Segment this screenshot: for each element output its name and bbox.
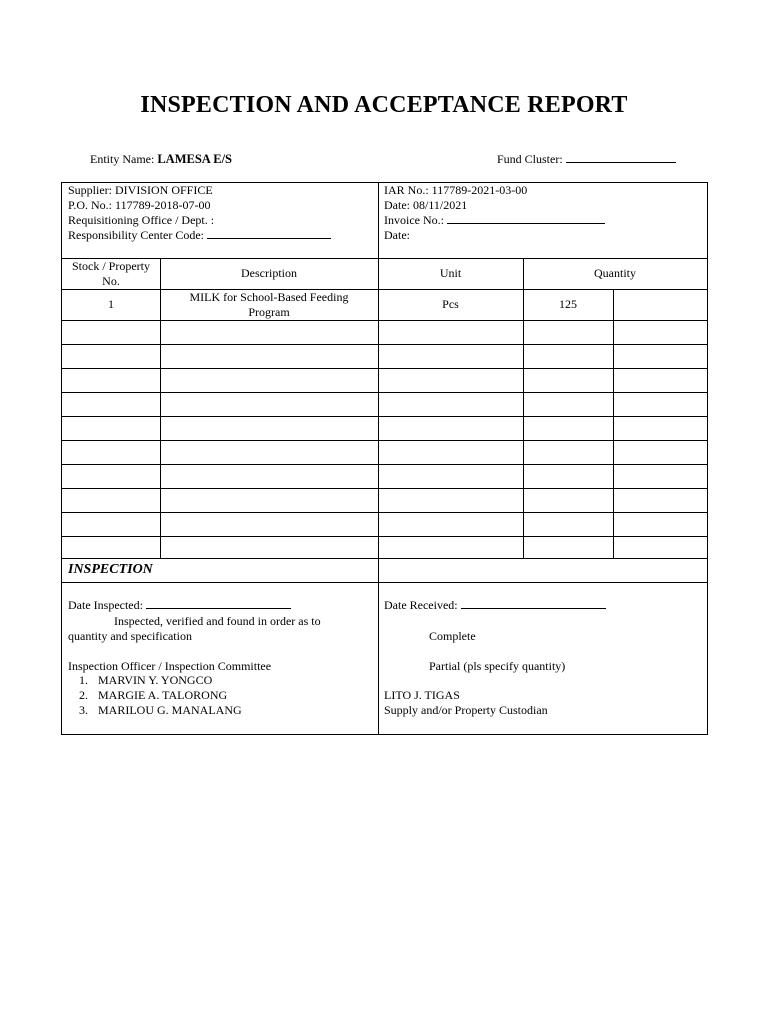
inspection-committee-label: Inspection Officer / Inspection Committee bbox=[68, 659, 272, 673]
inspection-divider bbox=[378, 558, 379, 734]
inspection-statement-line1: Inspected, verified and found in order as to bbox=[114, 614, 321, 628]
invoice-number bbox=[384, 213, 605, 228]
date-inspected-blank bbox=[146, 598, 291, 609]
responsibility-center-label: Responsibility Center Code: bbox=[68, 228, 204, 242]
col-header-stock-line1: Stock / Property bbox=[72, 259, 150, 273]
page-title: INSPECTION AND ACCEPTANCE REPORT bbox=[140, 92, 628, 118]
item-stock-no: 1 bbox=[108, 297, 114, 311]
committee-member bbox=[68, 703, 242, 718]
item-description-line2: Program bbox=[248, 305, 290, 319]
entity-name-label: Entity Name: bbox=[90, 152, 155, 166]
inspection-statement-line2: quantity and specification bbox=[68, 629, 192, 643]
col-header-unit: Unit bbox=[439, 266, 462, 280]
custodian-title: Supply and/or Property Custodian bbox=[384, 703, 548, 717]
header-column-divider bbox=[378, 183, 379, 258]
committee-member-number: 1. bbox=[79, 673, 88, 687]
committee-member-name: MARVIN Y. YONGCO bbox=[98, 673, 213, 687]
committee-member bbox=[68, 673, 212, 688]
row-line bbox=[62, 344, 707, 345]
fund-cluster-blank bbox=[566, 152, 676, 163]
row-line bbox=[62, 440, 707, 441]
date-received-blank bbox=[461, 598, 606, 609]
col-header-stock bbox=[62, 259, 160, 289]
po-number: P.O. No.: 117789-2018-07-00 bbox=[68, 198, 211, 212]
table-bottom-line bbox=[62, 558, 707, 559]
col-header-stock-line2: No. bbox=[102, 274, 120, 288]
col-header-description: Description bbox=[241, 266, 297, 280]
supplier: Supplier: DIVISION OFFICE bbox=[68, 183, 213, 197]
iar-number: IAR No.: 117789-2021-03-00 bbox=[384, 183, 528, 197]
acceptance-partial: Partial (pls specify quantity) bbox=[429, 659, 566, 673]
committee-member-number: 3. bbox=[79, 703, 88, 717]
item-unit: Pcs bbox=[442, 297, 459, 311]
row-line bbox=[62, 488, 707, 489]
invoice-date: Date: bbox=[384, 228, 410, 242]
row-line bbox=[62, 392, 707, 393]
fund-cluster-label: Fund Cluster: bbox=[497, 152, 563, 166]
committee-member bbox=[68, 688, 227, 703]
row-line bbox=[62, 512, 707, 513]
report-form bbox=[61, 182, 708, 735]
row-line bbox=[62, 536, 707, 537]
row-line bbox=[62, 368, 707, 369]
invoice-number-label: Invoice No.: bbox=[384, 213, 444, 227]
responsibility-center-blank bbox=[207, 228, 331, 239]
committee-member-number: 2. bbox=[79, 688, 88, 702]
fund-cluster bbox=[497, 152, 676, 167]
row-line bbox=[62, 320, 707, 321]
inspection-heading-line bbox=[62, 582, 707, 583]
date-inspected bbox=[68, 598, 291, 613]
acceptance-complete: Complete bbox=[429, 629, 476, 643]
committee-member-name: MARILOU G. MANALANG bbox=[98, 703, 242, 717]
entity-name bbox=[90, 152, 232, 167]
date-inspected-label: Date Inspected: bbox=[68, 598, 143, 612]
committee-member-name: MARGIE A. TALORONG bbox=[98, 688, 228, 702]
date-received-label: Date Received: bbox=[384, 598, 458, 612]
requisitioning-office: Requisitioning Office / Dept. : bbox=[68, 213, 215, 227]
item-description-line1: MILK for School-Based Feeding bbox=[189, 290, 349, 304]
entity-name-value: LAMESA E/S bbox=[157, 152, 233, 166]
item-quantity: 125 bbox=[559, 297, 577, 311]
responsibility-center bbox=[68, 228, 331, 243]
invoice-number-blank bbox=[447, 213, 605, 224]
iar-date: Date: 08/11/2021 bbox=[384, 198, 468, 212]
column-header-divider bbox=[62, 289, 707, 290]
custodian-name: LITO J. TIGAS bbox=[384, 688, 460, 702]
row-line bbox=[62, 416, 707, 417]
row-line bbox=[62, 464, 707, 465]
date-received bbox=[384, 598, 606, 613]
col-header-quantity: Quantity bbox=[594, 266, 636, 280]
inspection-heading: INSPECTION bbox=[68, 562, 153, 577]
item-description bbox=[160, 290, 378, 320]
column-divider bbox=[613, 289, 614, 558]
